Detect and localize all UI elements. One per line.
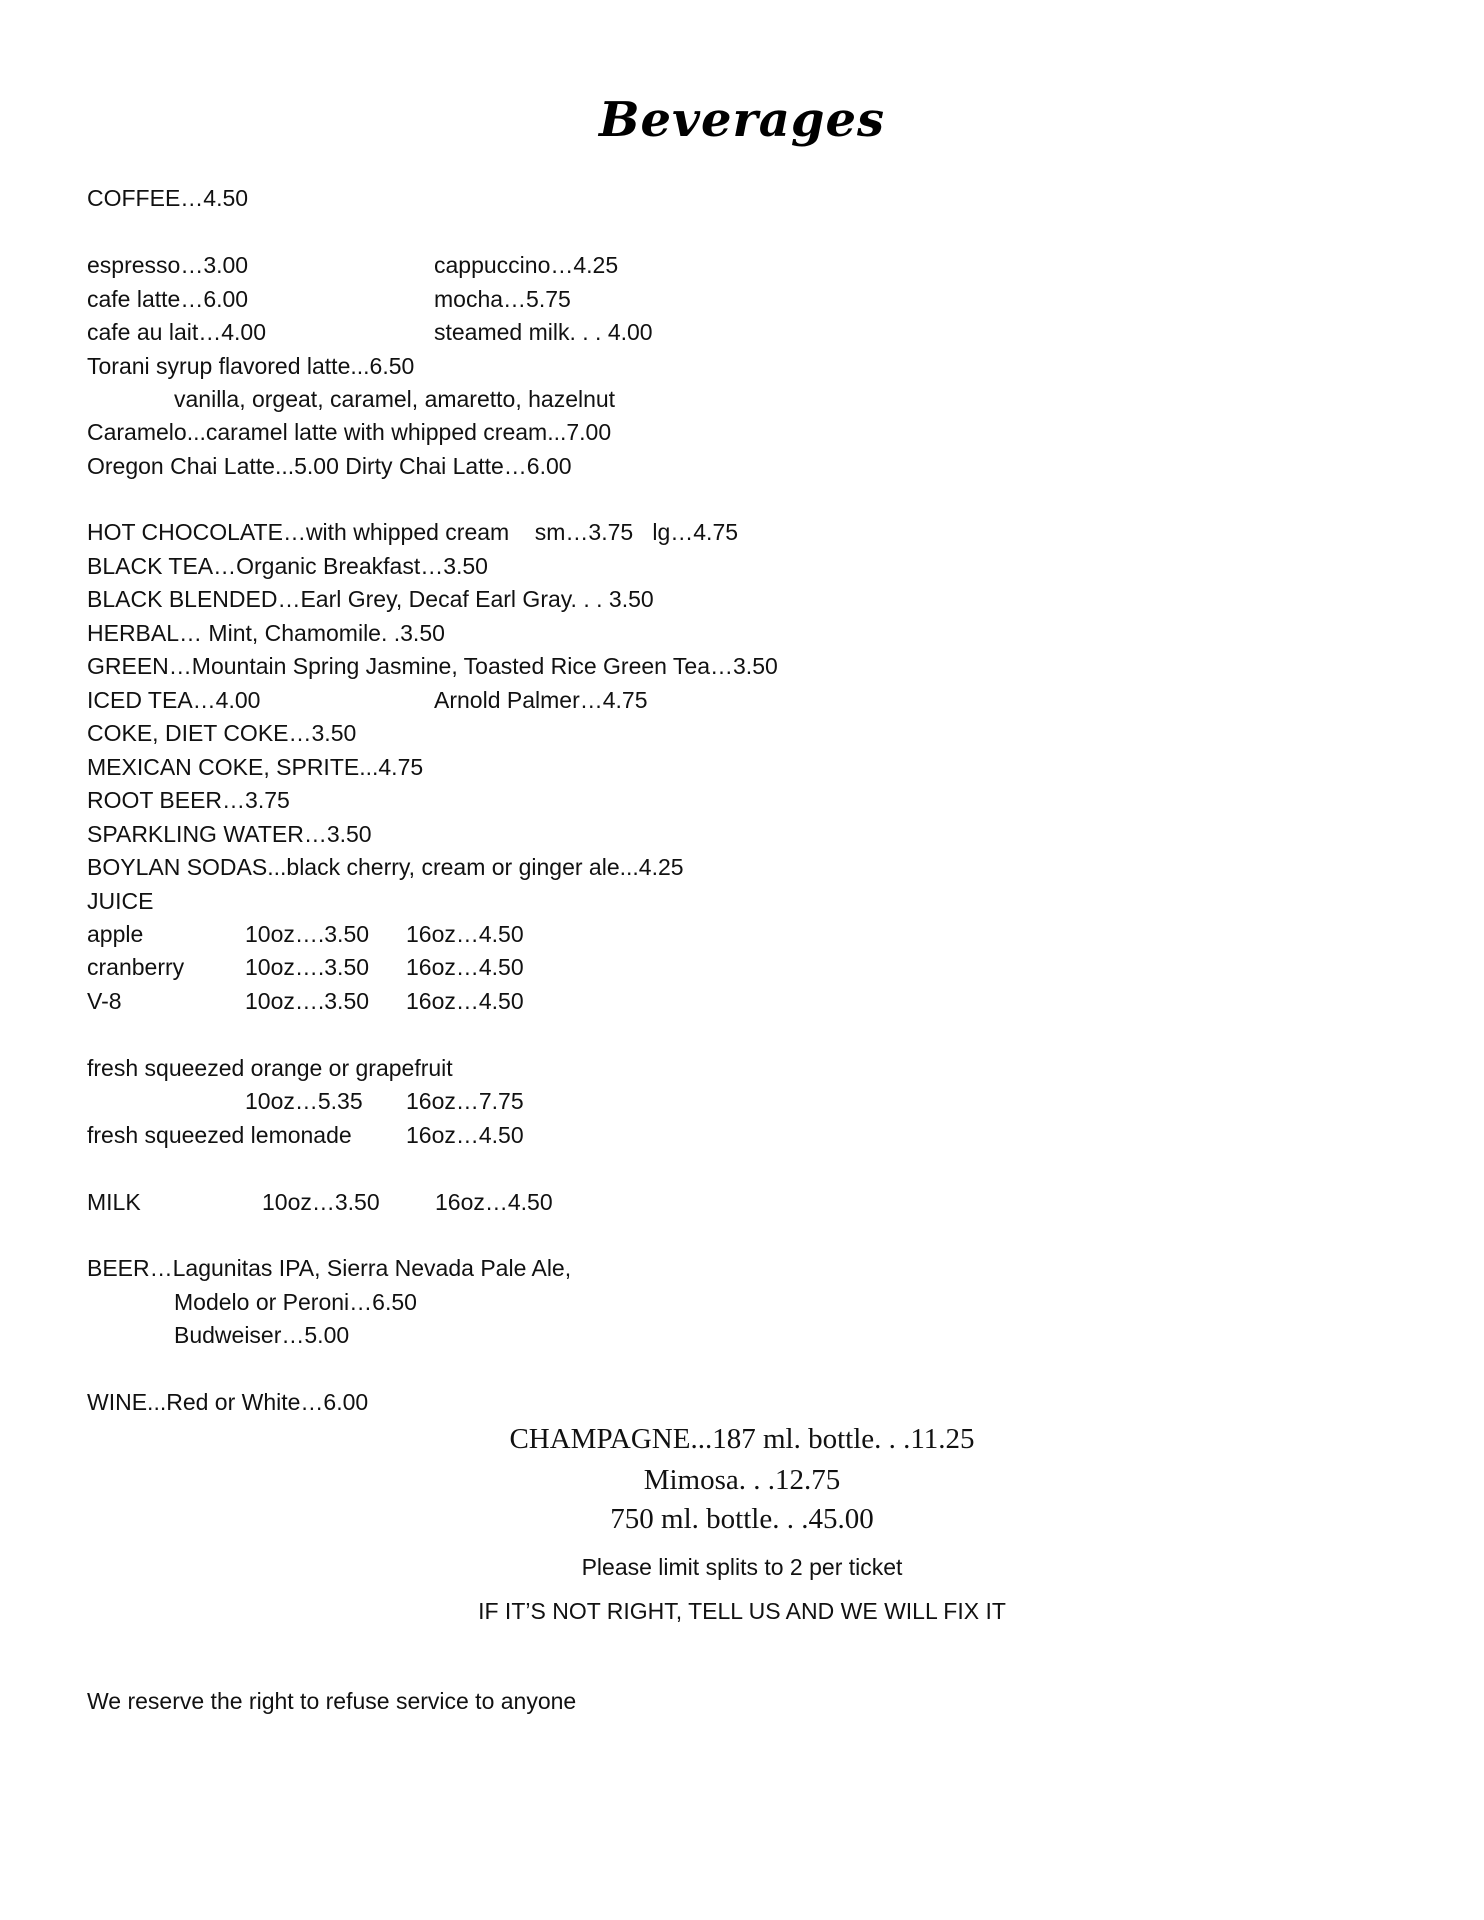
fresh-small-price: 10oz…5.35	[245, 1088, 363, 1114]
boylan-item: BOYLAN SODAS...black cherry, cream or ginger ale...4.25	[87, 854, 684, 880]
splits-notice: Please limit splits to 2 per ticket	[581, 1554, 903, 1580]
steamed-milk-item: steamed milk. . . 4.00	[434, 319, 653, 345]
lemonade-price: 16oz…4.50	[406, 1122, 524, 1148]
arnold-palmer-item: Arnold Palmer…4.75	[434, 687, 648, 713]
juice-small-price: 10oz….3.50	[245, 954, 370, 980]
lemonade-item: fresh squeezed lemonade	[87, 1122, 352, 1148]
milk-small-price: 10oz…3.50	[262, 1189, 380, 1215]
chai-item: Oregon Chai Latte...5.00 Dirty Chai Latte…6.00	[87, 453, 572, 479]
reserve-notice: We reserve the right to refuse service to anyone	[87, 1688, 577, 1714]
champagne-bottle-item: 750 ml. bottle. . .45.00	[610, 1503, 874, 1535]
mexican-coke-item: MEXICAN COKE, SPRITE...4.75	[87, 754, 424, 780]
juice-name: V-8	[87, 988, 122, 1014]
juice-large-price: 16oz…4.50	[406, 954, 524, 980]
budweiser-item: Budweiser…5.00	[174, 1322, 350, 1348]
juice-large-price: 16oz…4.50	[406, 921, 524, 947]
root-beer-item: ROOT BEER…3.75	[87, 787, 290, 813]
cappuccino-item: cappuccino…4.25	[434, 252, 619, 278]
torani-item: Torani syrup flavored latte...6.50	[87, 353, 415, 379]
page-title: Beverages	[598, 92, 886, 148]
milk-large-price: 16oz…4.50	[435, 1189, 553, 1215]
juice-small-price: 10oz….3.50	[245, 921, 370, 947]
juice-name: apple	[87, 921, 144, 947]
green-tea-item: GREEN…Mountain Spring Jasmine, Toasted Rice Green Tea…3.50	[87, 653, 778, 679]
juice-small-price: 10oz….3.50	[245, 988, 370, 1014]
coke-item: COKE, DIET COKE…3.50	[87, 720, 357, 746]
mocha-item: mocha…5.75	[434, 286, 571, 312]
fresh-squeezed-item: fresh squeezed orange or grapefruit	[87, 1055, 453, 1081]
cafe-latte-item: cafe latte…6.00	[87, 286, 249, 312]
juice-large-price: 16oz…4.50	[406, 988, 524, 1014]
fix-it-notice: IF IT’S NOT RIGHT, TELL US AND WE WILL FIX IT	[478, 1598, 1006, 1624]
torani-flavors: vanilla, orgeat, caramel, amaretto, hazelnut	[174, 386, 616, 412]
milk-item: MILK	[87, 1189, 141, 1215]
sparkling-water-item: SPARKLING WATER…3.50	[87, 821, 372, 847]
beer-item: BEER…Lagunitas IPA, Sierra Nevada Pale Ale,	[87, 1255, 572, 1281]
cafe-au-lait-item: cafe au lait…4.00	[87, 319, 267, 345]
coffee-item: COFFEE…4.50	[87, 185, 249, 211]
champagne-item: CHAMPAGNE...187 ml. bottle. . .11.25	[509, 1423, 975, 1455]
juice-name: cranberry	[87, 954, 185, 980]
herbal-item: HERBAL… Mint, Chamomile. .3.50	[87, 620, 445, 646]
black-blended-item: BLACK BLENDED…Earl Grey, Decaf Earl Gray. . . 3.50	[87, 586, 654, 612]
caramelo-item: Caramelo...caramel latte with whipped cream...7.00	[87, 419, 612, 445]
fresh-large-price: 16oz…7.75	[406, 1088, 524, 1114]
juice-header: JUICE	[87, 888, 154, 914]
mimosa-item: Mimosa. . .12.75	[643, 1464, 841, 1496]
wine-item: WINE...Red or White…6.00	[87, 1389, 369, 1415]
black-tea-item: BLACK TEA…Organic Breakfast…3.50	[87, 553, 488, 579]
beer-item-cont: Modelo or Peroni…6.50	[174, 1289, 417, 1315]
hot-chocolate-item: HOT CHOCOLATE…with whipped cream sm…3.75 lg…4.75	[87, 519, 739, 545]
espresso-item: espresso…3.00	[87, 252, 249, 278]
iced-tea-item: ICED TEA…4.00	[87, 687, 261, 713]
